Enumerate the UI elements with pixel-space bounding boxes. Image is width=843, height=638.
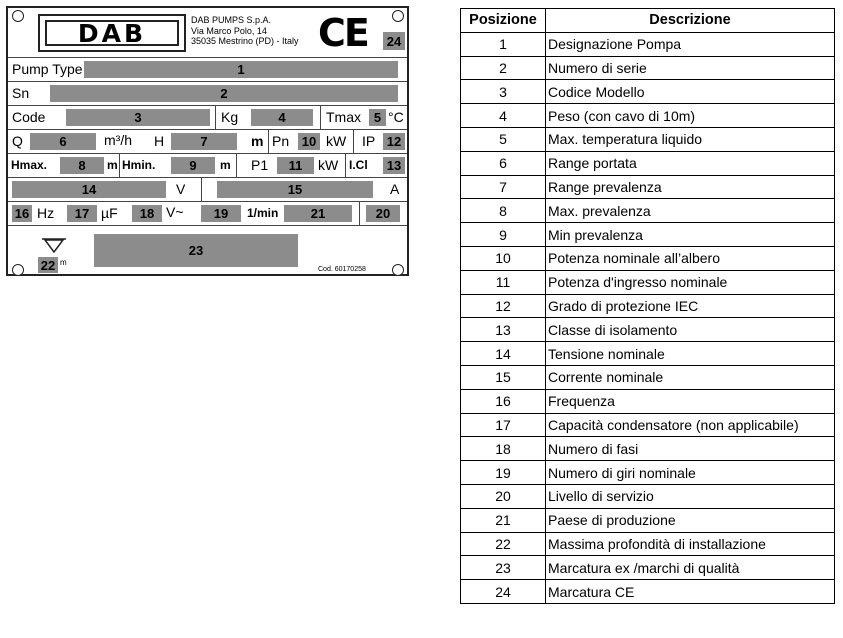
descrizione-cell: Massima profondità di installazione <box>546 532 835 556</box>
descrizione-cell: Numero di fasi <box>546 437 835 461</box>
descrizione-cell: Grado di protezione IEC <box>546 294 835 318</box>
field-6: 6 <box>30 133 96 150</box>
posizione-cell: 18 <box>461 437 546 461</box>
plate-code: Cod. 60170258 <box>318 266 366 273</box>
posizione-cell: 22 <box>461 532 546 556</box>
table-row <box>461 127 835 151</box>
field-24: 24 <box>383 32 405 50</box>
field-17: 17 <box>67 205 97 222</box>
table-row <box>461 151 835 175</box>
field-10: 10 <box>298 133 320 150</box>
field-16: 16 <box>12 205 32 222</box>
descrizione-cell: Livello di servizio <box>546 484 835 508</box>
row-pump-type: Pump Type 1 <box>8 58 407 82</box>
table-row <box>461 342 835 366</box>
mounting-hole-icon <box>12 264 24 276</box>
posizione-cell: 21 <box>461 508 546 532</box>
table-header-row <box>461 9 835 33</box>
table-row <box>461 199 835 223</box>
field-21: 21 <box>284 205 352 222</box>
row-frequency-speed: 16 Hz 17 µF 18 V~ 19 1/min 21 20 <box>8 202 407 226</box>
field-13: 13 <box>383 157 405 174</box>
row-voltage-current: 14 V 15 A <box>8 178 407 202</box>
field-11: 11 <box>277 157 314 174</box>
descrizione-cell: Marcatura CE <box>546 580 835 604</box>
posizione-cell: 4 <box>461 104 546 128</box>
posizione-cell: 8 <box>461 199 546 223</box>
table-row <box>461 484 835 508</box>
posizione-cell: 14 <box>461 342 546 366</box>
posizione-cell: 2 <box>461 56 546 80</box>
table-row <box>461 56 835 80</box>
descrizione-cell: Numero di serie <box>546 56 835 80</box>
column-header-posizione: Posizione <box>461 9 546 33</box>
field-14: 14 <box>12 181 166 198</box>
table-row <box>461 223 835 247</box>
field-3: 3 <box>66 109 210 126</box>
table-row <box>461 104 835 128</box>
table-row <box>461 580 835 604</box>
field-2: 2 <box>50 85 398 102</box>
posizione-cell: 12 <box>461 294 546 318</box>
descrizione-cell: Potenza d'ingresso nominale <box>546 270 835 294</box>
descrizione-cell: Frequenza <box>546 389 835 413</box>
manufacturer-address: DAB PUMPS S.p.A. Via Marco Polo, 14 35035 Mestrino (PD) - Italy <box>191 15 299 46</box>
table-row <box>461 389 835 413</box>
posizione-cell: 24 <box>461 580 546 604</box>
table-row <box>461 413 835 437</box>
field-12: 12 <box>383 133 405 150</box>
row-code: Code 3 Kg 4 Tmax 5 °C <box>8 106 407 130</box>
posizione-cell: 9 <box>461 223 546 247</box>
table-body <box>461 32 835 603</box>
posizione-cell: 7 <box>461 175 546 199</box>
row-sn: Sn 2 <box>8 82 407 106</box>
descrizione-cell: Codice Modello <box>546 80 835 104</box>
posizione-cell: 16 <box>461 389 546 413</box>
posizione-cell: 13 <box>461 318 546 342</box>
table-row <box>461 532 835 556</box>
water-level-triangle-icon <box>42 238 66 254</box>
table-row <box>461 246 835 270</box>
posizione-cell: 10 <box>461 246 546 270</box>
posizione-cell: 15 <box>461 365 546 389</box>
descrizione-cell: Peso (con cavo di 10m) <box>546 104 835 128</box>
field-20: 20 <box>366 205 400 222</box>
pump-nameplate <box>6 6 409 276</box>
posizione-cell: 6 <box>461 151 546 175</box>
table-row <box>461 461 835 485</box>
field-23: 23 <box>94 234 298 267</box>
field-19: 19 <box>201 205 241 222</box>
field-22: 22 <box>38 257 58 273</box>
table-row <box>461 365 835 389</box>
descrizione-cell: Range prevalenza <box>546 175 835 199</box>
row-head-power: Hmax. 8 m Hmin. 9 m P1 11 kW I.Cl 13 <box>8 154 407 178</box>
table-row <box>461 80 835 104</box>
field-18: 18 <box>132 205 162 222</box>
table-row <box>461 556 835 580</box>
descrizione-cell: Min prevalenza <box>546 223 835 247</box>
posizione-cell: 5 <box>461 127 546 151</box>
posizione-cell: 11 <box>461 270 546 294</box>
posizione-cell: 19 <box>461 461 546 485</box>
legend-table <box>460 8 835 604</box>
field-15: 15 <box>217 181 373 198</box>
row-flow-head: Q 6 m³/h H 7 m Pn 10 kW IP 12 <box>8 130 407 154</box>
table-row <box>461 175 835 199</box>
field-5: 5 <box>369 109 386 126</box>
table-row <box>461 270 835 294</box>
table-row <box>461 294 835 318</box>
descrizione-cell: Marcatura ex /marchi di qualità <box>546 556 835 580</box>
mounting-hole-icon <box>392 10 404 22</box>
table-row <box>461 508 835 532</box>
descrizione-cell: Numero di giri nominale <box>546 461 835 485</box>
descrizione-cell: Max. prevalenza <box>546 199 835 223</box>
descrizione-cell: Range portata <box>546 151 835 175</box>
mounting-hole-icon <box>392 264 404 276</box>
nameplate-bottom: 22 m 23 <box>8 226 407 274</box>
descrizione-cell: Designazione Pompa <box>546 32 835 56</box>
posizione-cell: 20 <box>461 484 546 508</box>
field-8: 8 <box>60 157 104 174</box>
table-row <box>461 318 835 342</box>
field-9: 9 <box>171 157 215 174</box>
posizione-cell: 1 <box>461 32 546 56</box>
descrizione-cell: Potenza nominale all’albero <box>546 246 835 270</box>
posizione-cell: 3 <box>461 80 546 104</box>
posizione-cell: 17 <box>461 413 546 437</box>
mounting-hole-icon <box>12 10 24 22</box>
descrizione-cell: Capacità condensatore (non applicabile) <box>546 413 835 437</box>
field-7: 7 <box>171 133 237 150</box>
table-row <box>461 437 835 461</box>
descrizione-cell: Corrente nominale <box>546 365 835 389</box>
nameplate-header <box>8 8 407 58</box>
descrizione-cell: Paese di produzione <box>546 508 835 532</box>
descrizione-cell: Classe di isolamento <box>546 318 835 342</box>
dab-logo: DAB <box>38 14 186 52</box>
posizione-cell: 23 <box>461 556 546 580</box>
field-1: 1 <box>84 61 398 78</box>
table-row <box>461 32 835 56</box>
field-4: 4 <box>251 109 313 126</box>
column-header-descrizione: Descrizione <box>546 9 835 33</box>
descrizione-cell: Max. temperatura liquido <box>546 127 835 151</box>
ce-mark-icon: CE <box>318 11 368 55</box>
descrizione-cell: Tensione nominale <box>546 342 835 366</box>
